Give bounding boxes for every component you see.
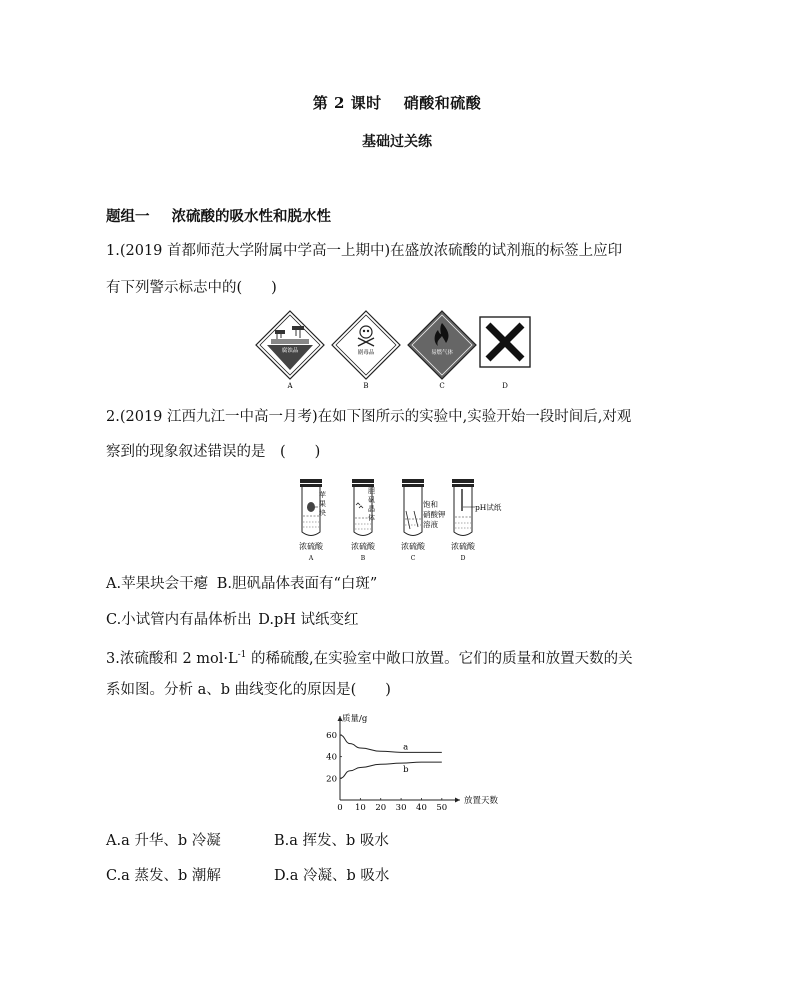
tube-b-side-1: 胆: [368, 487, 375, 495]
page-title: [0, 92, 794, 113]
test-tube-a: [299, 479, 326, 562]
tube-d-letter: D: [460, 555, 466, 562]
tube-d-side-label: pH试纸: [475, 503, 502, 512]
x-axis-arrow: [455, 798, 460, 803]
tube-c-side-2: 硝酸钾: [423, 510, 446, 519]
series-b-label: b: [403, 765, 409, 776]
tube-c-bottom-label: 浓硫酸: [401, 542, 425, 551]
x-tick-label: 50: [436, 803, 448, 812]
tube-c-side-3: 溶液: [423, 520, 438, 529]
tube-b-letter: B: [360, 555, 366, 562]
tube-d-bottom-label: 浓硫酸: [451, 542, 475, 551]
q3-stem-pre: 3.浓硫酸和 2 mol·L: [106, 650, 238, 667]
test-tube-b: [351, 479, 376, 562]
q1-stem-line1: 1.(2019 首都师范大学附属中学高一上期中)在盛放浓硫酸的试剂瓶的标签上应印: [106, 243, 623, 259]
corrosive-sign-icon: [256, 311, 324, 379]
series-a-label: a: [403, 742, 409, 753]
q3-option-c: C.a 蒸发、b 潮解: [106, 868, 221, 884]
tube-b-side-2: 矾: [368, 496, 375, 504]
x-tick-label: 30: [395, 803, 407, 812]
tube-a-side-3: 块: [319, 509, 326, 517]
q2-options-row1: [106, 572, 377, 593]
q2-options-row2: [106, 608, 359, 629]
sign-c-label: 易燃气体: [430, 350, 454, 356]
sign-a-letter: A: [287, 382, 293, 390]
q2-stem-line1: 2.(2019 江西九江一中高一月考)在如下图所示的实验中,实验开始一段时间后,对观: [106, 409, 632, 425]
tube-c-side-1: 饱和: [423, 500, 438, 509]
q2-stem-line2: 察到的现象叙述错误的是 ( ): [106, 444, 321, 460]
x-tick-label: 0: [337, 803, 343, 812]
tube-b-bottom-label: 浓硫酸: [351, 542, 375, 551]
section-label: 题组一: [106, 208, 150, 225]
flammable-sign-icon: [408, 311, 476, 379]
tube-b-side-4: 体: [368, 514, 375, 522]
q3-option-b: B.a 挥发、b 吸水: [274, 833, 389, 849]
sign-b-letter: B: [363, 382, 369, 390]
x-axis-label: 放置天数: [464, 796, 499, 806]
lesson-topic: 硝酸和硫酸: [403, 94, 482, 112]
q3-stem-line2: 系如图。分析 a、b 曲线变化的原因是( ): [106, 682, 391, 698]
x-tick-label: 20: [375, 803, 387, 812]
lesson-number: 第 2 课时: [312, 94, 382, 112]
q3-option-a: A.a 升华、b 冷凝: [106, 833, 221, 849]
section-title: 浓硫酸的吸水性和脱水性: [171, 208, 331, 225]
test-tube-d: [451, 479, 502, 562]
toxic-sign-icon: [332, 311, 400, 379]
q1-warning-signs-figure: [255, 308, 555, 394]
q2-option-c: C.小试管内有晶体析出: [106, 612, 252, 628]
y-tick-label: 60: [326, 731, 337, 741]
x-tick-label: 40: [416, 803, 427, 812]
q2-option-a: A.苹果块会干瘪: [106, 576, 209, 592]
sign-a-label: 腐蚀品: [281, 348, 299, 354]
sign-d-letter: D: [502, 382, 508, 390]
tube-a-side-1: 苹: [319, 491, 326, 499]
q2-option-d: D.pH 试纸变红: [258, 612, 359, 628]
q2-option-b: B.胆矾晶体表面有“白斑”: [216, 576, 378, 592]
tube-c-letter: C: [410, 555, 416, 562]
tube-b-side-3: 晶: [368, 505, 375, 513]
y-tick-label: 40: [326, 752, 337, 763]
q3-stem-line1: [106, 645, 633, 669]
q3-option-d: D.a 冷凝、b 吸水: [274, 868, 390, 884]
y-axis-label: 质量/g: [342, 714, 368, 724]
q3-mass-days-chart: [300, 708, 510, 812]
sign-c-letter: C: [439, 382, 445, 390]
tube-a-side-2: 果: [319, 500, 326, 508]
section-heading: [106, 205, 331, 226]
page-subtitle: 基础过关练: [362, 134, 432, 150]
q2-test-tube-figure: [292, 467, 512, 565]
q3-stem-post: 的稀硫酸,在实验室中敞口放置。它们的质量和放置天数的关: [246, 650, 633, 667]
q1-stem-line2: 有下列警示标志中的( ): [106, 280, 277, 296]
series-b-line: [340, 762, 442, 778]
harmful-x-sign-icon: [480, 317, 530, 367]
tube-a-bottom-label: 浓硫酸: [299, 542, 323, 551]
test-tube-c: [401, 479, 446, 562]
y-tick-label: 20: [326, 774, 337, 785]
series-a-line: [340, 735, 442, 752]
q3-stem-sup: -1: [237, 650, 247, 660]
sign-b-label: 剧毒品: [357, 350, 375, 356]
tube-a-letter: A: [308, 555, 314, 562]
x-tick-label: 10: [354, 803, 366, 812]
